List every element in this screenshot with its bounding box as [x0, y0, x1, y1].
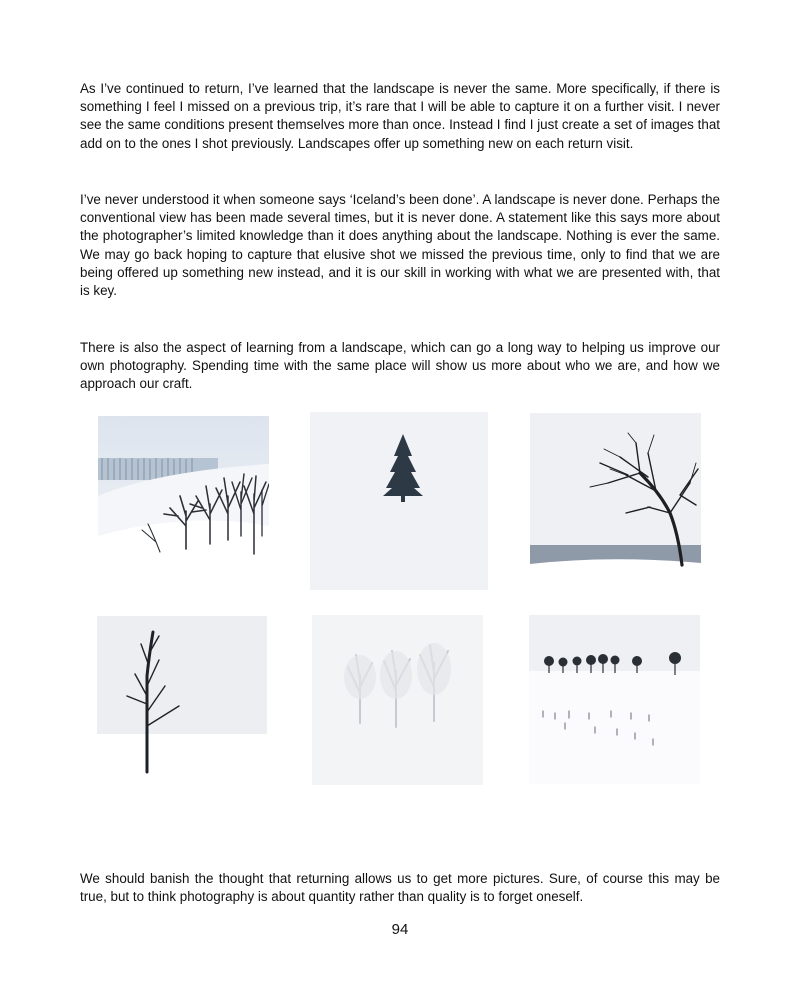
- body-paragraph: I’ve never understood it when someone says ‘Iceland’s been done’. A landscape is never done. Perhaps the conventional view has been made several times, but it is never done. A statement like this says more about the photographer’s limited knowledge than it does anything about the landscape. Nothing is ever the same. We may go back hoping to capture that elusive shot we missed the previous time, only to find that we are being offered up something new instead, and it is our skill in working with what we are presented with, that is key.: [80, 192, 720, 299]
- photo-lone-conifer: [310, 412, 488, 590]
- body-paragraph: There is also the aspect of learning from a landscape, which can go a long way to helping us improve our own photography. Spending time with the same place will show us more about who we are, and how we approach our craft.: [80, 340, 720, 392]
- page-number: 94: [391, 921, 409, 938]
- photo-tree-by-lake: [530, 413, 701, 582]
- photo-thin-tree: [97, 616, 267, 786]
- photo-trees-on-snowy-slope: [98, 416, 269, 586]
- photo-trees-in-fog: [312, 615, 483, 785]
- body-paragraph: As I’ve continued to return, I’ve learned that the landscape is never the same. More specifically, if there is something I feel I missed on a previous trip, it’s rare that I will be able to capture it on a further visit. I never see the same conditions present themselves more than once. Instead I find I just create a set of images that add on to the ones I shot previously. Landscapes offer up something new on each return visit.: [80, 81, 720, 151]
- photo-tree-row-with-stems: [529, 615, 700, 784]
- body-paragraph: We should banish the thought that returning allows us to get more pictures. Sure, of course this may be true, but to think photography is about quantity rather than quality is to forget oneself.: [80, 871, 720, 905]
